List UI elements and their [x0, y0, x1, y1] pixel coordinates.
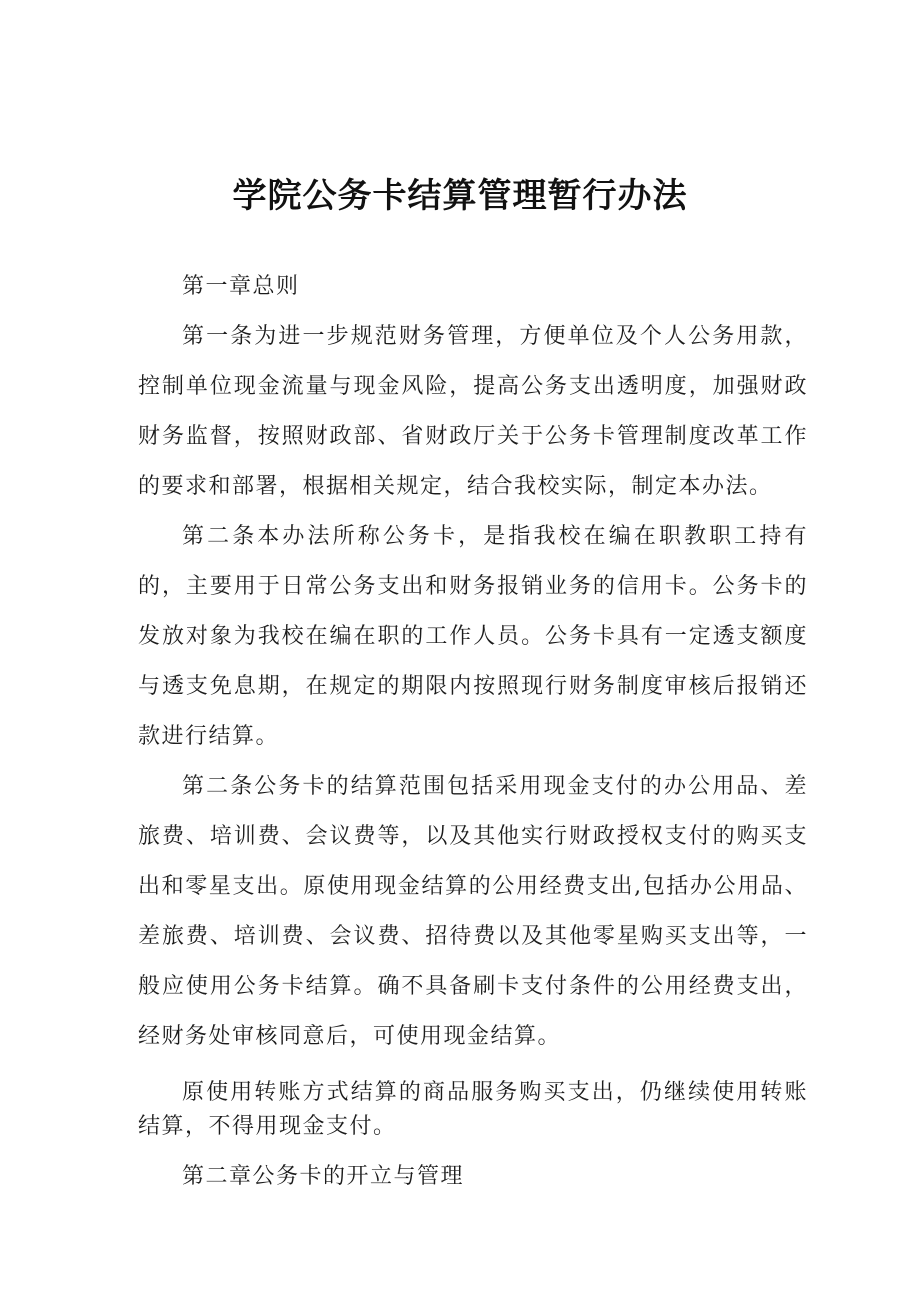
article-3-paragraph: 第二条公务卡的结算范围包括采用现金支付的办公用品、差旅费、培训费、会议费等，以及其他实行财政授权支付的购买支出和零星支出。原使用现金结算的公用经费支出,包括办公用品、差旅费、培训费、会议费、招待费以及其他零星购买支出等，一般应使用公务卡结算。确不具备刷卡支付条件的公用经费支出，经财务处审核同意后，可使用现金结算。 — [138, 774, 808, 1049]
article-1-paragraph: 第一条为进一步规范财务管理，方便单位及个人公务用款，控制单位现金流量与现金风险，提高公务支出透明度，加强财政财务监督，按照财政部、省财政厅关于公务卡管理制度改革工作的要求和部署，根据相关规定，结合我校实际，制定本办法。 — [138, 324, 808, 499]
chapter-2-heading: 第二章公务卡的开立与管理 — [182, 1164, 465, 1189]
document-title: 学院公务卡结算管理暂行办法 — [232, 176, 688, 216]
chapter-1-heading: 第一章总则 — [182, 274, 300, 299]
article-2-paragraph: 第二条本办法所称公务卡，是指我校在编在职教职工持有的，主要用于日常公务支出和财务报销业务的信用卡。公务卡的发放对象为我校在编在职的工作人员。公务卡具有一定透支额度与透支免息期，在规定的期限内按照现行财务制度审核后报销还款进行结算。 — [138, 524, 808, 749]
transfer-settlement-paragraph: 原使用转账方式结算的商品服务购买支出，仍继续使用转账结算，不得用现金支付。 — [138, 1080, 808, 1139]
document-body — [138, 262, 808, 1202]
